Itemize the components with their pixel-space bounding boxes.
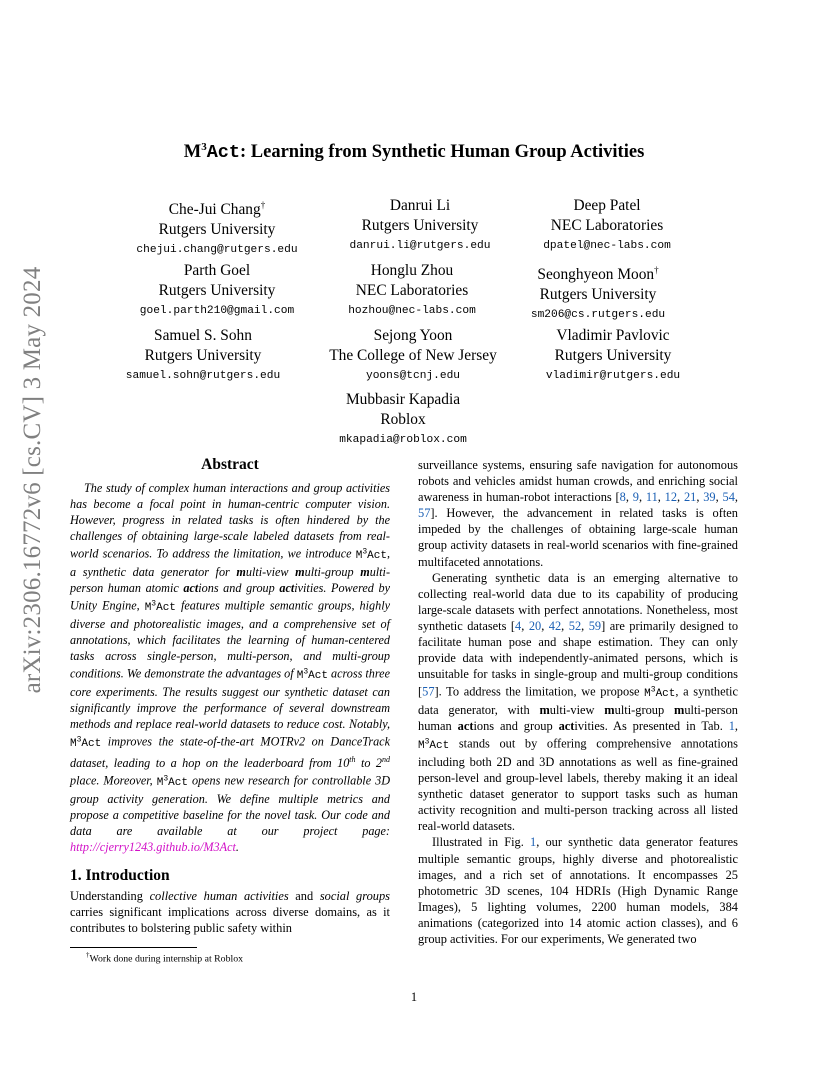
author-mark: † xyxy=(654,265,659,275)
title-act: Act xyxy=(206,142,240,164)
author-block xyxy=(497,196,717,256)
author-block xyxy=(93,326,313,386)
citation-link[interactable]: 8 xyxy=(619,490,626,505)
citation-link[interactable]: 11 xyxy=(645,490,658,505)
abstract-sentence: place. Moreover, xyxy=(70,773,157,788)
author-email: mkapadia@roblox.com xyxy=(339,434,467,446)
abstract-sentence: across three core experiments. The results suggest our synthetic dataset can significantly improve the performance of several downstream methods and replace real-world datasets to reduce cost. Notably, xyxy=(70,667,390,732)
abstract-text xyxy=(70,480,390,855)
arxiv-identifier xyxy=(18,266,48,694)
citation-link[interactable]: 59 xyxy=(588,618,602,633)
author-affiliation: Rutgers University xyxy=(539,285,657,303)
intro-text: and xyxy=(288,889,320,903)
abstract-sentence: ulti-view xyxy=(245,565,296,580)
citation-link[interactable]: 4 xyxy=(515,618,522,633)
author-mark: † xyxy=(260,200,266,210)
author-name: Honglu Zhou xyxy=(370,262,454,279)
abstract-sentence: , a synthetic data generator for xyxy=(70,547,390,580)
paragraph: Illustrated in Fig. 1, our synthetic data generator features multiple semantic groups, highly diverse and photorealistic images, and a rich set of annotations. It encompasses 25 photometric 3D scenes, 104 HDRIs (High Dynamic Range Images), 5 lighting volumes, 2200 human models, 384 animations (categorized into 14 atomic action classes), and 6 group activities. For our experiments, We generated two xyxy=(418,835,738,947)
abstract-sentence: ulti-group xyxy=(304,565,361,580)
citation-link[interactable]: 52 xyxy=(568,618,582,633)
intro-emphasis: social groups xyxy=(319,889,390,903)
m3act-name: $M^3Act$ xyxy=(156,774,188,789)
title-m: M xyxy=(183,142,202,163)
author-email: samuel.sohn@rutgers.edu xyxy=(125,370,281,382)
m3act-name: $M^3Act$ xyxy=(418,737,450,752)
author-name: Sejong Yoon xyxy=(373,327,453,344)
footnote-mark: † xyxy=(86,951,90,959)
introduction-text xyxy=(70,888,390,936)
author-block xyxy=(293,390,513,450)
author-name: Danrui Li xyxy=(389,197,451,214)
abstract-sentence: ions and group xyxy=(198,581,280,596)
m3act-name: $M^3Act$ xyxy=(296,667,328,682)
acronym-letter: act xyxy=(279,581,295,596)
footnote xyxy=(86,951,243,964)
acronym-letter: m xyxy=(295,565,305,580)
author-affiliation: Rutgers University xyxy=(144,346,262,364)
acronym-letter: m xyxy=(360,565,370,580)
citation-link[interactable]: 39 xyxy=(703,490,716,505)
author-name: Samuel S. Sohn xyxy=(154,327,252,344)
author-block xyxy=(107,196,327,260)
citation-link[interactable]: 57 xyxy=(422,684,435,699)
m3act-name: $M^3Act$ xyxy=(355,547,387,563)
abstract-sentence: features multiple semantic groups, highly diverse and photorealistic images, and a comprehensive set of annotations, which facilitates the learning of human-centered tasks across single-person, multi-person, and multi-group conditions. We demonstrate the advantages of xyxy=(70,598,390,681)
citation-link[interactable]: 54 xyxy=(722,490,735,505)
citation-link[interactable]: 57 xyxy=(418,506,431,521)
figure-reference-link[interactable]: 1 xyxy=(530,835,537,850)
arxiv-identifier-text: arXiv:2306.16772v6 [cs.CV] 3 May 2024 xyxy=(19,266,46,694)
author-name: Seonghyeon Moon xyxy=(537,266,655,284)
author-email: danrui.li@rutgers.edu xyxy=(349,240,491,252)
author-affiliation: Roblox xyxy=(380,410,426,428)
m3act-name: $M^3Act$ xyxy=(70,735,102,751)
footnote-rule xyxy=(70,947,197,948)
abstract-sentence: ulti-person human atomic xyxy=(70,565,390,596)
abstract-sentence: The study of complex human interactions and group activities has become a focal point in human-centric computer vision. However, progress in related tasks is often hindered by the challenges of obtaining large-scale labeled datasets from real-world scenarios. To address the limitation, we introduce xyxy=(70,481,390,562)
author-email: hozhou@nec-labs.com xyxy=(348,305,476,317)
citation-link[interactable]: 9 xyxy=(632,490,639,505)
abstract-sentence: improves the state-of-the-art MOTRv2 on DanceTrack dataset, leading to a hop on the leaderboard from 10 xyxy=(70,735,390,771)
author-email: chejui.chang@rutgers.edu xyxy=(136,244,298,257)
abstract-heading: Abstract xyxy=(201,456,259,473)
superscript: th xyxy=(349,755,356,765)
intro-text: Understanding xyxy=(70,889,150,903)
intro-emphasis: collective human activities xyxy=(149,889,289,903)
superscript: nd xyxy=(382,755,390,765)
page-number: 1 xyxy=(410,990,418,1004)
author-affiliation: Rutgers University xyxy=(158,220,276,238)
author-email: sm206@cs.rutgers.edu xyxy=(530,309,666,322)
author-affiliation: Rutgers University xyxy=(158,281,276,299)
m3act-name: $M^3Act$ xyxy=(644,685,676,700)
author-affiliation: The College of New Jersey xyxy=(329,346,497,364)
author-block xyxy=(503,326,723,386)
acronym-letter: m xyxy=(236,565,246,580)
author-name: Deep Patel xyxy=(573,197,641,214)
author-block xyxy=(107,261,327,321)
right-column-text xyxy=(418,457,738,947)
citation-link[interactable]: 21 xyxy=(683,490,697,505)
author-block xyxy=(303,326,523,386)
abstract-sentence: opens new research for controllable 3D group activity generation. We define multiple metrics and propose a competitive baseline for the novel task. Our code and data are available at our project page: xyxy=(70,773,390,839)
author-affiliation: Rutgers University xyxy=(554,346,672,364)
section-heading-introduction: 1. Introduction xyxy=(70,867,170,884)
paragraph: surveillance systems, ensuring safe navigation for autonomous robots and vehicles amidst human crowds, and enriching social awareness in human-robot interactions [8, 9, 11, 12, 21, 39, 54, 57]. However, the advancement in related tasks is often impeded by the challenges of obtaining large-scale human group activity datasets in real-world scenarios with fine-grained multifaceted annotations. xyxy=(418,458,738,569)
abstract-sentence: ivities. Powered by Unity Engine, xyxy=(70,581,390,613)
intro-text: carries significant implications across diverse domains, as it contributes to bolstering public safety within xyxy=(70,905,390,936)
paragraph: Generating synthetic data is an emerging alternative to collecting real-world data due to its capability of producing large-scale datasets with perfect annotations. Nonetheless, most synthetic datasets [4, 20, 42, 52, 59] are primarily designed to facilitate human pose and shape estimation. They can only provide data with independently-animated persons, which is unsuitable for tasks in single-group and multi-group conditions [57]. To address the limitation, we propose $M^3Act$, a synthetic data generator, with multi-view multi-group multi-person human actions and group activities. As presented in Tab. 1, $M^3Act$ stands out by offering comprehensive annotations including both 2D and 3D annotations as well as fine-grained person-level and group-level labels, thereby making it an ideal synthetic dataset generator to support tasks such as human activity recognition and multi-person tracking across all listed real-world datasets. xyxy=(418,570,739,834)
footnote-text: Work done during internship at Roblox xyxy=(89,953,243,965)
author-name: Vladimir Pavlovic xyxy=(556,327,670,344)
author-email: yoons@tcnj.edu xyxy=(366,370,460,382)
title-sup: 3 xyxy=(201,141,207,153)
acronym-letter: act xyxy=(183,581,199,596)
citation-link[interactable]: 20 xyxy=(528,618,542,633)
author-affiliation: Rutgers University xyxy=(361,216,479,234)
author-name: Parth Goel xyxy=(183,262,251,279)
author-name: Mubbasir Kapadia xyxy=(345,391,461,408)
author-affiliation: NEC Laboratories xyxy=(550,216,664,234)
project-page-link[interactable]: http://cjerry1243.github.io/M3Act xyxy=(70,840,236,855)
author-email: vladimir@rutgers.edu xyxy=(545,370,681,382)
author-email: dpatel@nec-labs.com xyxy=(543,240,671,252)
table-reference-link[interactable]: 1 xyxy=(728,719,735,734)
author-name: Che-Jui Chang xyxy=(168,201,261,219)
abstract-sentence: to 2 xyxy=(355,756,382,771)
citation-link[interactable]: 42 xyxy=(548,618,562,633)
title-rest: : Learning from Synthetic Human Group Activities xyxy=(240,142,645,163)
author-affiliation: NEC Laboratories xyxy=(355,281,469,299)
citation-link[interactable]: 12 xyxy=(664,490,678,505)
m3act-name: $M^3Act$ xyxy=(144,599,176,614)
author-block xyxy=(488,261,708,325)
paper-title xyxy=(0,141,828,163)
author-email: goel.parth210@gmail.com xyxy=(139,305,295,317)
abstract-sentence: . xyxy=(235,840,239,855)
